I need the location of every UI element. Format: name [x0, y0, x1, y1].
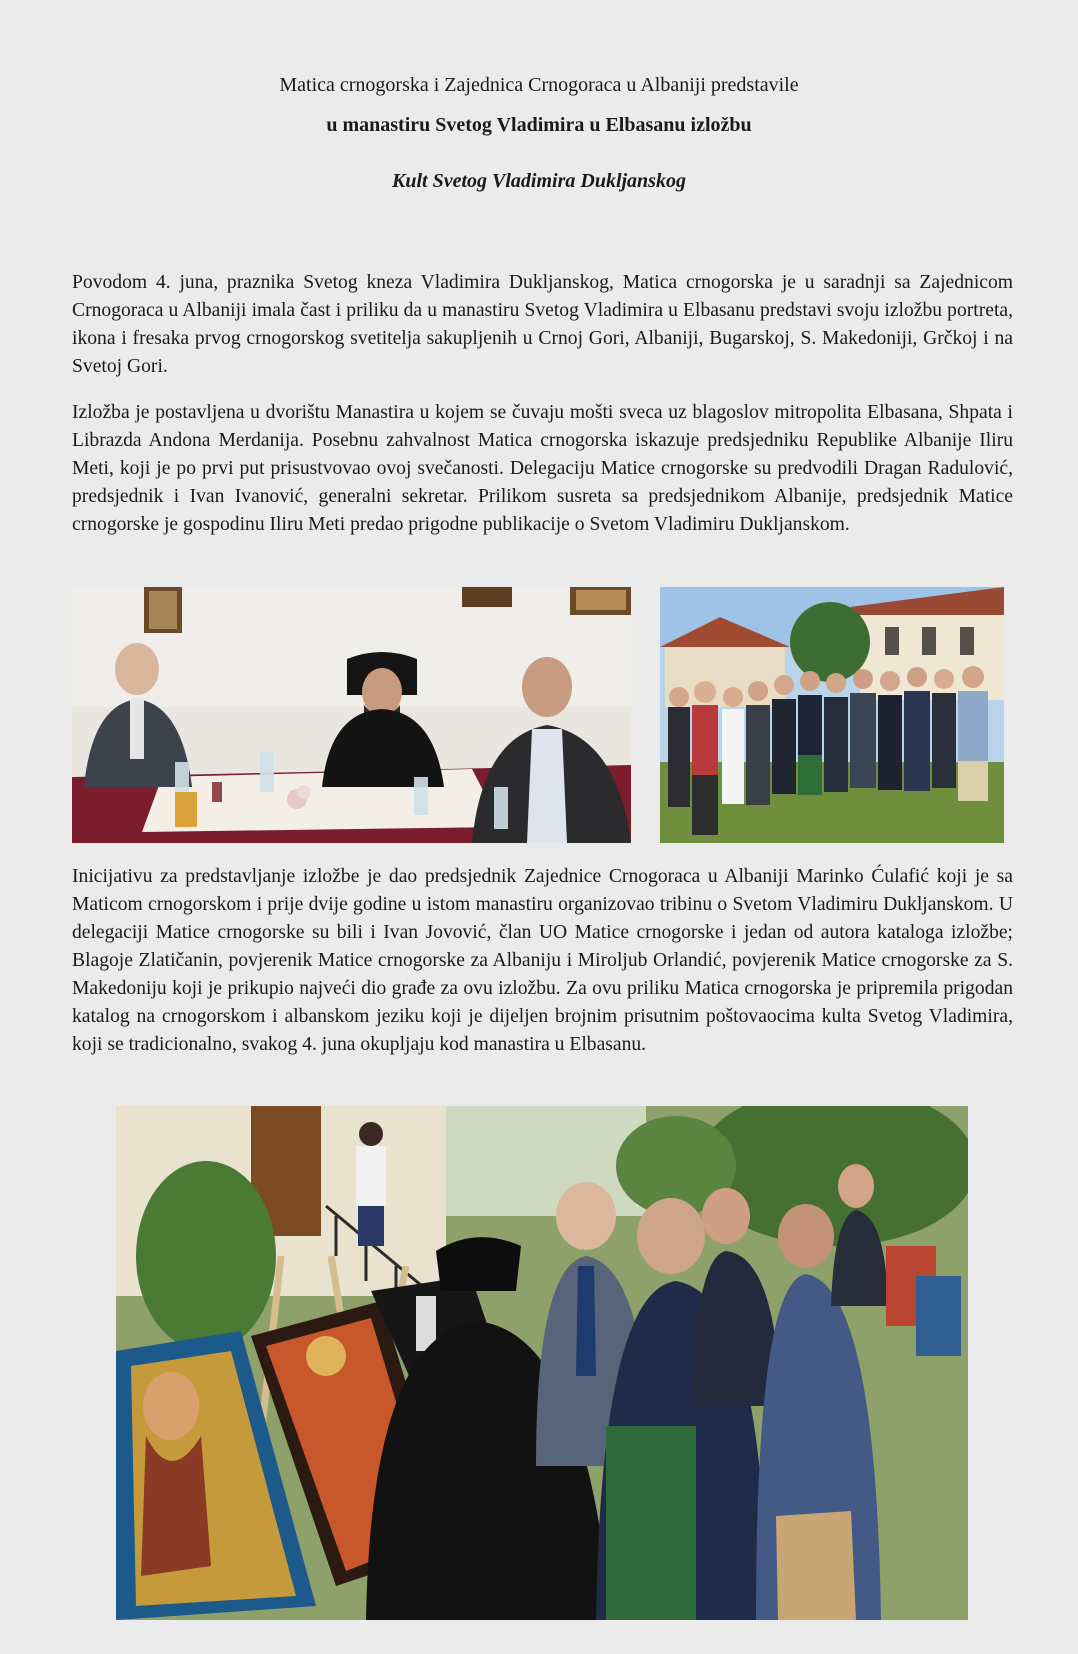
- body-paragraph-2: Izložba je postavljena u dvorištu Manastira u kojem se čuvaju mošti sveca uz blagoslov mitropolita Elbasana, Shpata i Librazda Andona Merdanija. Posebnu zahvalnost Matica crnogorska iskazuje predsjedniku Republike Albanije Iliru Meti, koji je po prvi put prisustvovao ovoj svečanosti. Delegaciju Matice crnogorske su predvodili Dragan Radulović, predsjednik i Ivan Ivanović, generalni sekretar. Prilikom susreta sa predsjednikom Albanije, predsjednik Matice crnogorske je gospodinu Iliru Meti predao prigodne publikacije o Svetom Vladimiru Dukljanskom.: [72, 402, 1013, 535]
- photo-meeting-at-table: [72, 587, 631, 843]
- photo-group-outdoors: [660, 587, 1004, 843]
- heading-line-1: Matica crnogorska i Zajednica Crnogoraca u Albaniji predstavile: [279, 74, 799, 96]
- heading-subtitle: Kult Svetog Vladimira Dukljanskog: [392, 170, 686, 192]
- body-paragraph-3: Inicijativu za predstavljanje izložbe je dao predsjednik Zajednice Crnogoraca u Albaniji Marinko Ćulafić koji je sa Maticom crnogorskom i prije dvije godine u istom manastiru organizovao tribinu o Svetom Vladimiru Dukljanskom. U delegaciji Matice crnogorske su bili i Ivan Jovović, član UO Matice crnogorske i jedan od autora kataloga izložbe; Blagoje Zlatičanin, povjerenik Matice crnogorske za Albaniju i Miroljub Orlandić, povjerenik Matice crnogorske za S. Makedoniju koji je prikupio najveći dio građe za ovu izložbu. Za ovu priliku Matica crnogorska je pripremila prigodan katalog na crnogorskom i albanskom jeziku koji je dijeljen brojnim prisutnim poštovaocima kulta Svetog Vladimira, koji se tradicionalno, svakog 4. juna okupljaju kod manastira u Elbasanu.: [72, 866, 1013, 1055]
- heading-line-2: u manastiru Svetog Vladimira u Elbasanu izložbu: [326, 114, 752, 136]
- body-paragraph-1: Povodom 4. juna, praznika Svetog kneza Vladimira Dukljanskog, Matica crnogorska je u saradnji sa Zajednicom Crnogoraca u Albaniji imala čast i priliku da u manastiru Svetog Vladimira u Elbasanu predstavi svoju izložbu portreta, ikona i fresaka prvog crnogorskog svetitelja sakupljenih u Crnoj Gori, Albaniji, Bugarskoj, S. Makedoniji, Grčkoj i na Svetoj Gori.: [72, 272, 1013, 377]
- photo-exhibition-visit: [116, 1106, 968, 1620]
